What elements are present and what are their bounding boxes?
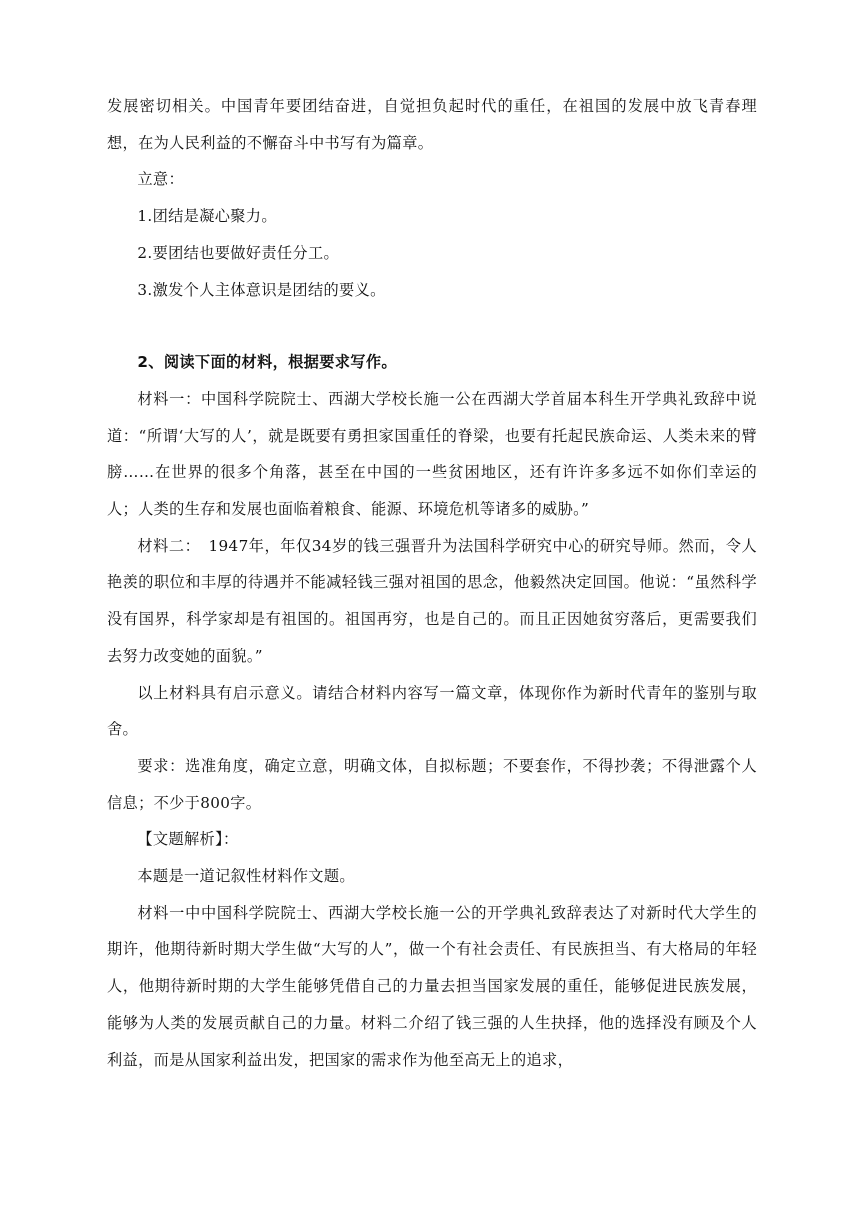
section-2-heading: 2、阅读下面的材料，根据要求写作。: [137, 353, 397, 372]
paragraph-point-1: 1.团结是凝心聚力。: [137, 207, 277, 226]
paragraph-material-1: 材料一：中国科学院院士、西湖大学校长施一公在西湖大学首届本科生开学典礼致辞中说道：“所谓‘大写的人’，就是既要有勇担家国重任的脊梁，也要有托起民族命运、人类未来的臂膀……在世界的很多个角落，甚至在中国的一些贫困地区，还有许许多多远不如你们幸运的人；人类的生存和发展也面临着粮食、能源、环境危机等诸多的威胁。”: [107, 389, 757, 519]
paragraph-point-3: 3.激发个人主体意识是团结的要义。: [137, 280, 386, 299]
paragraph-requirements: 要求：选准角度，确定立意，明确文体，自拟标题；不要套作，不得抄袭；不得泄露个人信息；不少于800字。: [107, 756, 757, 812]
paragraph-analysis-body: 材料一中中国科学院院士、西湖大学校长施一公的开学典礼致辞表达了对新时代大学生的期许，他期待新时期大学生做“大写的人”，做一个有社会责任、有民族担当、有大格局的年轻人，他期待新时期的大学生能够凭借自己的力量去担当国家发展的重任，能够促进民族发展，能够为人类的发展贡献自己的力量。材料二介绍了钱三强的人生抉择，他的选择没有顾及个人利益，而是从国家利益出发，把国家的需求作为他至高无上的追求，: [107, 903, 757, 1069]
paragraph-liyi-label: 立意：: [137, 170, 185, 189]
paragraph-material-2: 材料二： 1947年，年仅34岁的钱三强晋升为法国科学研究中心的研究导师。然而，令人艳羡的职位和丰厚的待遇并不能减轻钱三强对祖国的思念，他毅然决定回国。他说：“虽然科学没有国界，科学家却是有祖国的。祖国再穷，也是自己的。而且正因她贫穷落后，更需要我们去努力改变她的面貌。”: [107, 536, 757, 665]
document-body: [107, 88, 757, 1078]
paragraph-instruction: 以上材料具有启示意义。请结合材料内容写一篇文章，体现你作为新时代青年的鉴别与取舍。: [107, 683, 757, 739]
paragraph-analysis-intro: 本题是一道记叙性材料作文题。: [137, 867, 355, 886]
paragraph-conclusion: 发展密切相关。中国青年要团结奋进，自觉担负起时代的重任，在祖国的发展中放飞青春理想，在为人民利益的不懈奋斗中书写有为篇章。: [107, 97, 757, 152]
paragraph-analysis-label: 【文题解析】：: [137, 830, 239, 849]
paragraph-point-2: 2.要团结也要做好责任分工。: [137, 243, 340, 262]
